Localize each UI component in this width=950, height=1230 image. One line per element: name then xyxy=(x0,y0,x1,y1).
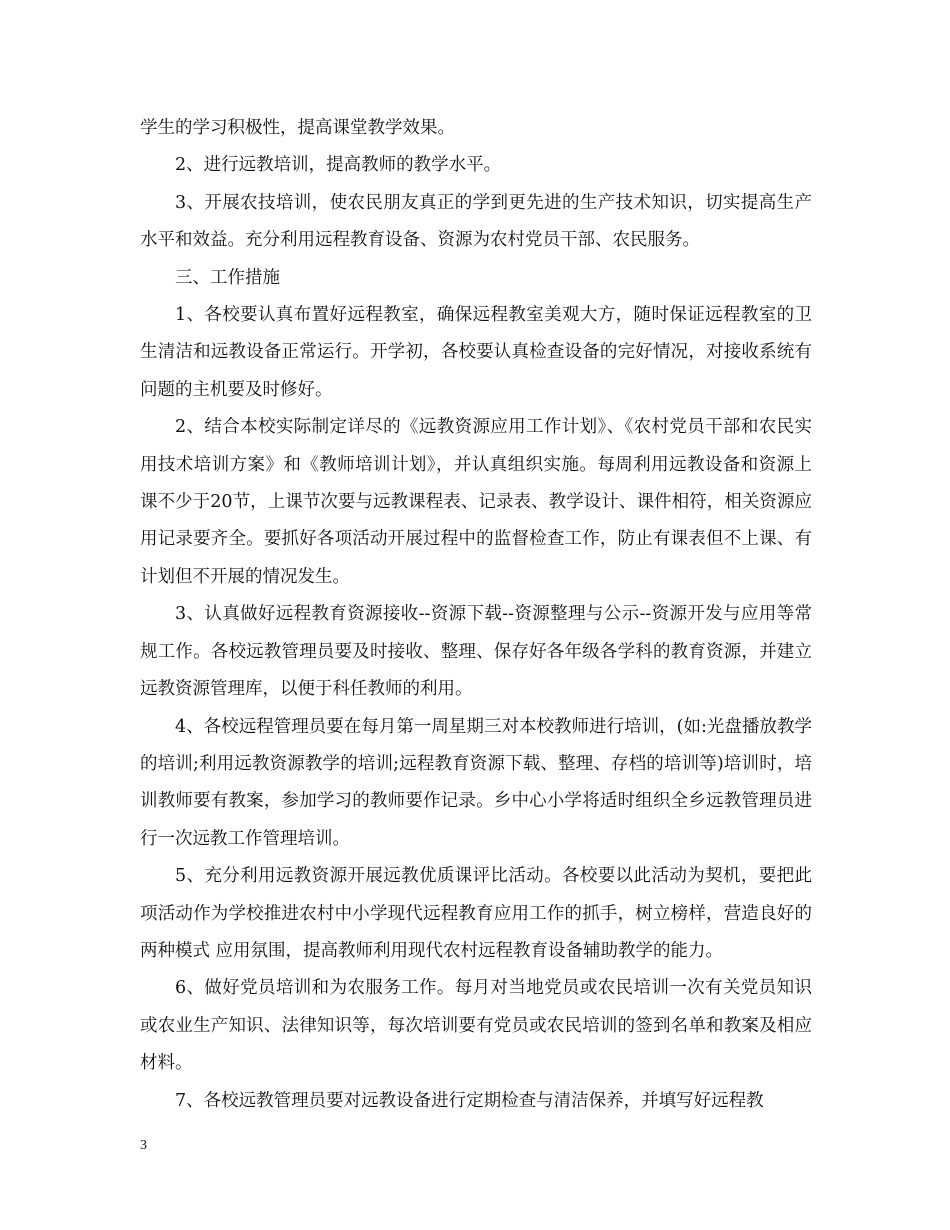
paragraph: 2、结合本校实际制定详尽的《远教资源应用工作计划》、《农村党员干部和农民实用技术培训方案》和《教师培训计划》，并认真组织实施。每周利用远教设备和资源上课不少于20节，上课节次要与远教课程表、记录表、教学设计、课件相符，相关资源应用记录要齐全。要抓好各项活动开展过程中的监督检查工作，防止有课表但不上课、有计划但不开展的情况发生。 xyxy=(140,417,812,587)
paragraph: 5、充分利用远教资源开展远教优质课评比活动。各校要以此活动为契机，要把此项活动作为学校推进农村中小学现代远程教育应用工作的抓手，树立榜样，营造良好的 两种模式 应用氛围，提高教师利用现代农村远程教育设备辅助教学的能力。 xyxy=(140,866,812,961)
paragraph: 7、各校远教管理员要对远教设备进行定期检查与清洁保养，并填写好远程教 xyxy=(175,1090,764,1111)
paragraph: 3、开展农技培训，使农民朋友真正的学到更先进的生产技术知识，切实提高生产水平和效益。充分利用远程教育设备、资源为农村党员干部、农民服务。 xyxy=(140,192,812,251)
paragraph: 学生的学习积极性，提高课堂教学效果。 xyxy=(140,118,455,138)
page-number: 3 xyxy=(140,1138,147,1153)
paragraph: 1、各校要认真布置好远程教室，确保远程教室美观大方，随时保证远程教室的卫生清洁和远教设备正常运行。开学初，各校要认真检查设备的完好情况，对接收系统有问题的主机要及时修好。 xyxy=(140,305,812,400)
paragraph: 6、做好党员培训和为农服务工作。每月对当地党员或农民培训一次有关党员知识或农业生产知识、法律知识等，每次培训要有党员或农民培训的签到名单和教案及相应材料。 xyxy=(140,978,812,1074)
section-heading: 三、工作措施 xyxy=(175,267,280,288)
document-body xyxy=(140,110,812,1120)
paragraph: 2、进行远教培训，提高教师的教学水平。 xyxy=(175,155,502,176)
paragraph: 3、认真做好远程教育资源接收--资源下载--资源整理与公示--资源开发与应用等常规工作。各校远教管理员要及时接收、整理、保存好各年级各学科的教育资源，并建立远教资源管理库，以便于科任教师的利用。 xyxy=(140,604,812,700)
paragraph: 4、各校远程管理员要在每月第一周星期三对本校教师进行培训，(如:光盘播放教学的培训;利用远教资源教学的培训;远程教育资源下载、整理、存档的培训等)培训时，培训教师要有教案，参加学习的教师要作记录。乡中心小学将适时组织全乡远教管理员进行一次远教工作管理培训。 xyxy=(140,716,812,849)
